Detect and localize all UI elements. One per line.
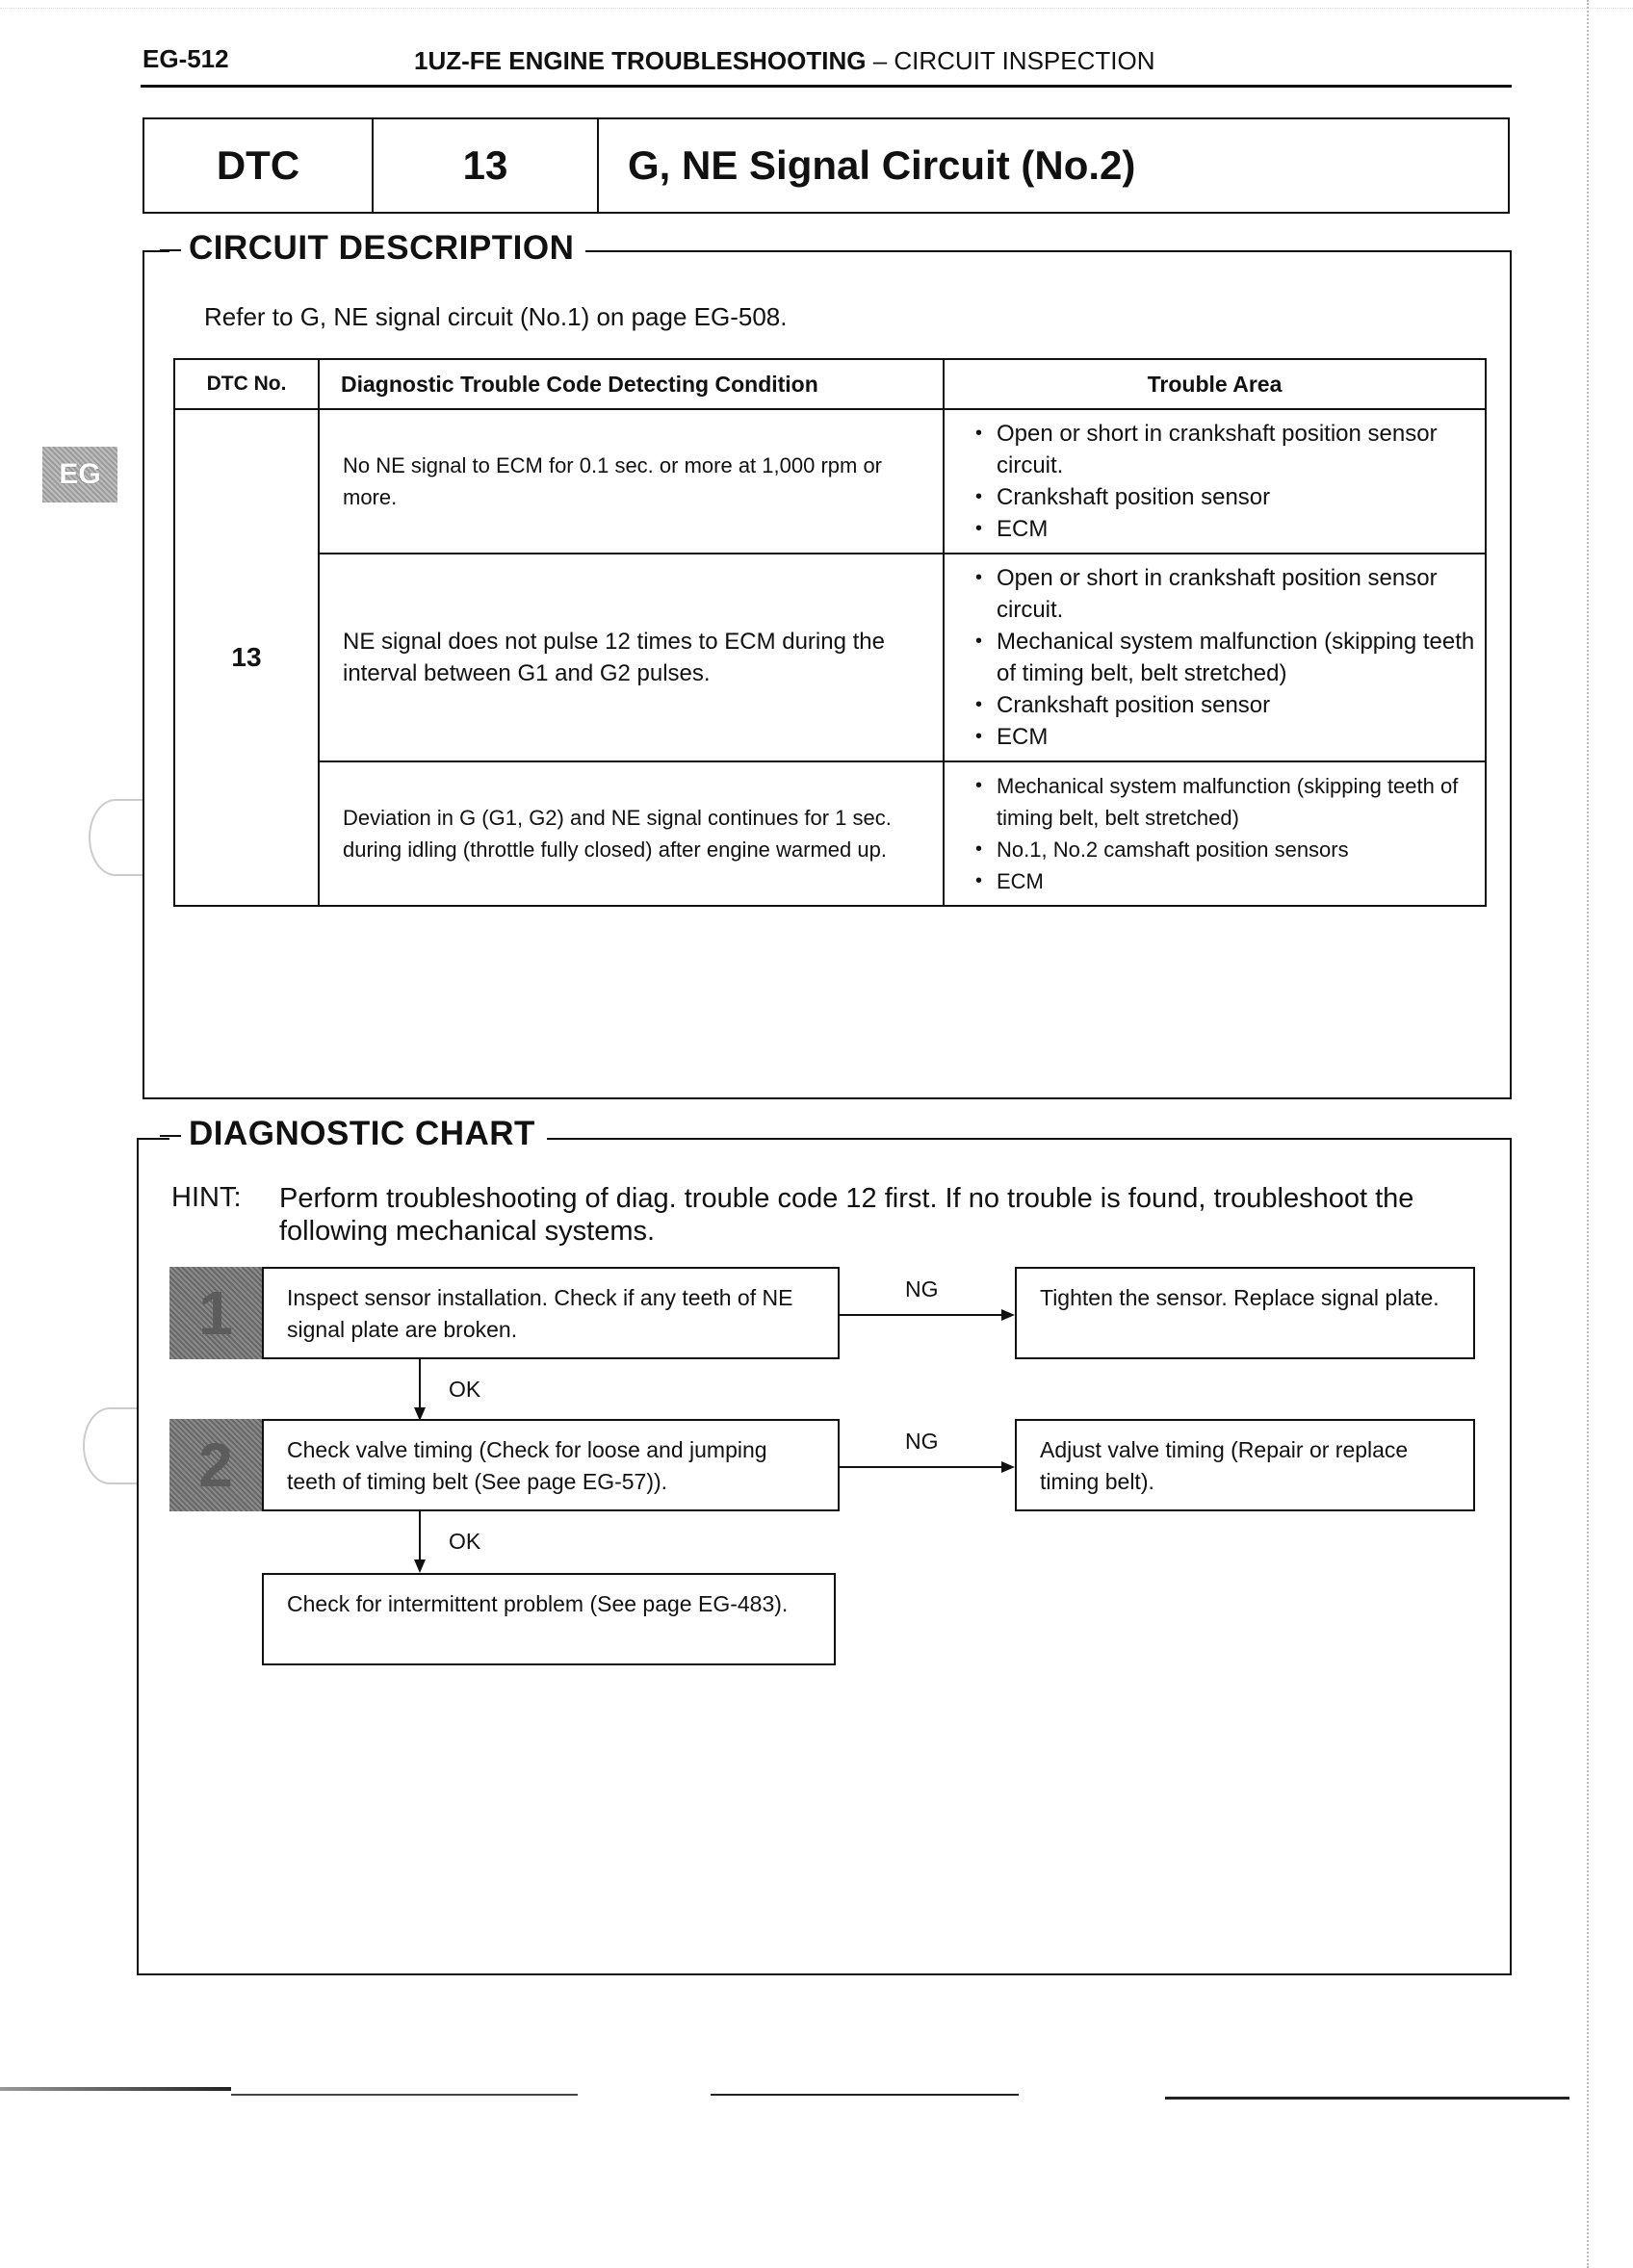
dtc-number-cell: 13 [174, 409, 319, 906]
condition-cell [319, 761, 944, 906]
ng-arrow-1 [1001, 1309, 1015, 1321]
final-step-box [262, 1573, 836, 1665]
section-side-tab: EG [42, 447, 117, 503]
step-2-box [262, 1419, 840, 1511]
col-header-trouble-area: Trouble Area [944, 359, 1486, 409]
ok-connector-1 [419, 1359, 421, 1411]
diagnostic-chart-title-text: DIAGNOSTIC CHART [189, 1115, 535, 1152]
footer-scan-line [0, 2087, 231, 2091]
col-header-condition: Diagnostic Trouble Code Detecting Condition [319, 359, 944, 409]
table-header-row [174, 359, 1486, 409]
hint-text: Perform troubleshooting of diag. trouble code 12 first. If no trouble is found, troubleshoot the following mechanical systems. [279, 1183, 1414, 1247]
table-row [174, 409, 1486, 554]
circuit-reference: Refer to G, NE signal circuit (No.1) on page EG-508. [204, 302, 788, 331]
ng-connector-2 [840, 1466, 1005, 1468]
condition-text: Deviation in G (G1, G2) and NE signal continues for 1 sec. during idling (throttle fully closed) after engine warmed up. [343, 806, 892, 862]
table-row [174, 554, 1486, 761]
ng-action-2-text: Adjust valve timing (Repair or replace timing belt). [1040, 1437, 1409, 1494]
step-2-text: Check valve timing (Check for loose and jumping teeth of timing belt (See page EG-57)). [287, 1437, 767, 1494]
trouble-area-item: • Crankshaft position sensor [973, 689, 1477, 721]
step-1-text: Inspect sensor installation. Check if any teeth of NE signal plate are broken. [287, 1285, 793, 1342]
ok-connector-2 [419, 1511, 421, 1563]
trouble-area-cell [944, 554, 1486, 761]
diagnostic-chart-title [169, 1115, 547, 1153]
binder-hole [83, 1407, 137, 1484]
dtc-title: G, NE Signal Circuit (No.2) [628, 142, 1136, 188]
header-title-bold: 1UZ-FE ENGINE TROUBLESHOOTING [414, 46, 867, 75]
circuit-description-title-text: CIRCUIT DESCRIPTION [189, 229, 575, 267]
condition-cell [319, 554, 944, 761]
step-number-2: 2 [169, 1419, 262, 1511]
ng-arrow-2 [1001, 1461, 1015, 1473]
trouble-area-item: • No.1, No.2 camshaft position sensors [973, 834, 1477, 865]
condition-text: NE signal does not pulse 12 times to ECM during the interval between G1 and G2 pulses. [343, 629, 885, 686]
footer-scan-line [711, 2094, 1019, 2096]
header-rule [141, 85, 1512, 88]
ok-label-1: OK [449, 1377, 481, 1402]
trouble-area-item: • ECM [973, 721, 1477, 753]
page-top-edge [0, 8, 1633, 9]
ng-action-1-box [1015, 1267, 1475, 1359]
binder-hole [89, 799, 143, 876]
ng-connector-1 [840, 1314, 1005, 1316]
ng-action-1-text: Tighten the sensor. Replace signal plate. [1040, 1285, 1439, 1310]
footer-scan-line [231, 2094, 578, 2096]
hint-label: HINT: [171, 1182, 242, 1213]
trouble-area-item: • Crankshaft position sensor [973, 481, 1477, 513]
step-1-box [262, 1267, 840, 1359]
page-header [414, 46, 1154, 76]
circuit-description-title [169, 229, 585, 268]
dtc-label: DTC [144, 119, 374, 212]
col-header-dtc-no: DTC No. [174, 359, 319, 409]
condition-cell [319, 409, 944, 554]
trouble-area-item: • Mechanical system malfunction (skipping teeth of timing belt, belt stretched) [973, 626, 1477, 689]
page-right-edge [1587, 0, 1589, 2268]
trouble-area-cell [944, 761, 1486, 906]
ng-action-2-box [1015, 1419, 1475, 1511]
trouble-area-item: • Mechanical system malfunction (skipping teeth of timing belt, belt stretched) [973, 770, 1477, 834]
trouble-code-table [173, 358, 1487, 907]
ok-arrow-2 [414, 1559, 426, 1573]
final-step-text: Check for intermittent problem (See page EG-483). [287, 1591, 789, 1616]
trouble-area-cell [944, 409, 1486, 554]
trouble-area-item: • Open or short in crankshaft position sensor circuit. [973, 562, 1477, 626]
trouble-area-item: • Open or short in crankshaft position sensor circuit. [973, 418, 1477, 481]
page-number: EG-512 [143, 44, 229, 73]
step-number-1: 1 [169, 1267, 262, 1359]
trouble-area-item: • ECM [973, 513, 1477, 545]
footer-scan-line [1165, 2097, 1569, 2100]
ng-label-2: NG [905, 1429, 939, 1454]
ok-label-2: OK [449, 1529, 481, 1554]
dtc-code: 13 [374, 119, 599, 212]
diagnostic-chart-frame [137, 1138, 1512, 1975]
trouble-area-item: • ECM [973, 865, 1477, 897]
table-row [174, 761, 1486, 906]
ng-label-1: NG [905, 1276, 939, 1302]
dtc-title-box [143, 117, 1510, 214]
header-title-rest: – CIRCUIT INSPECTION [866, 46, 1155, 75]
condition-text: No NE signal to ECM for 0.1 sec. or more at 1,000 rpm or more. [343, 453, 883, 509]
